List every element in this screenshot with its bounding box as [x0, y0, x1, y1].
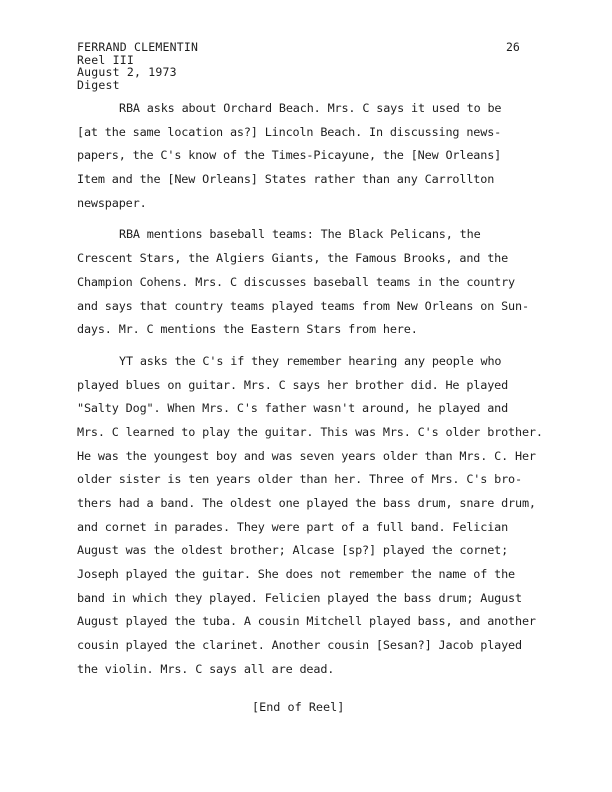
text-line: He was the youngest boy and was seven years older than Mrs. C. Her [77, 448, 536, 463]
text-line: cousin played the clarinet. Another cousin [Sesan?] Jacob played [77, 638, 522, 653]
text-line: "Salty Dog". When Mrs. C's father wasn't around, he played and [77, 401, 509, 416]
document-header [77, 41, 198, 91]
text-line: newspaper. [77, 195, 147, 210]
text-line: Champion Cohens. Mrs. C discusses baseball teams in the country [77, 274, 515, 289]
text-line: RBA asks about Orchard Beach. Mrs. C says it used to be [119, 101, 502, 115]
text-line: YT asks the C's if they remember hearing any people who [119, 353, 502, 368]
text-line: Joseph played the guitar. She does not remember the name of the [77, 567, 515, 582]
paragraph-3 [77, 350, 547, 682]
text-line: older sister is ten years older than her. Three of Mrs. C's bro- [77, 472, 522, 487]
paragraph-1 [77, 97, 547, 215]
header-type: Digest [77, 77, 120, 92]
header-date: August 2, 1973 [77, 65, 177, 79]
text-line: [at the same location as?] Lincoln Beach. In discussing news- [77, 124, 502, 139]
text-line: thers had a band. The oldest one played the bass drum, snare drum, [77, 496, 536, 510]
end-of-reel-note: [End of Reel] [252, 700, 345, 714]
text-line: played blues on guitar. Mrs. C says her brother did. He played [77, 377, 509, 392]
text-line: days. Mr. C mentions the Eastern Stars from here. [77, 322, 418, 337]
text-line: and cornet in parades. They were part of a full band. Felician [77, 519, 509, 534]
text-line: and says that country teams played teams from New Orleans on Sun- [77, 298, 529, 313]
header-reel: Reel III [77, 52, 134, 67]
text-line: papers, the C's know of the Times-Picayune, the [New Orleans] [77, 148, 502, 163]
text-line: August was the oldest brother; Alcase [sp?] played the cornet; [77, 543, 509, 558]
text-line: RBA mentions baseball teams: The Black Pelicans, the [119, 227, 481, 242]
page-number: 26 [506, 40, 520, 54]
text-line: Item and the [New Orleans] States rather than any Carrollton [77, 172, 495, 187]
text-line: Crescent Stars, the Algiers Giants, the Famous Brooks, and the [77, 251, 509, 266]
text-line: Mrs. C learned to play the guitar. This was Mrs. C's older brother. [77, 424, 543, 439]
text-line: August played the tuba. A cousin Mitchell played bass, and another [77, 614, 536, 629]
paragraph-2 [77, 223, 547, 341]
text-line: the violin. Mrs. C says all are dead. [77, 661, 335, 676]
text-line: band in which they played. Felicien played the bass drum; August [77, 590, 522, 605]
header-name: FERRAND CLEMENTIN [77, 40, 199, 54]
document-body [77, 97, 547, 684]
